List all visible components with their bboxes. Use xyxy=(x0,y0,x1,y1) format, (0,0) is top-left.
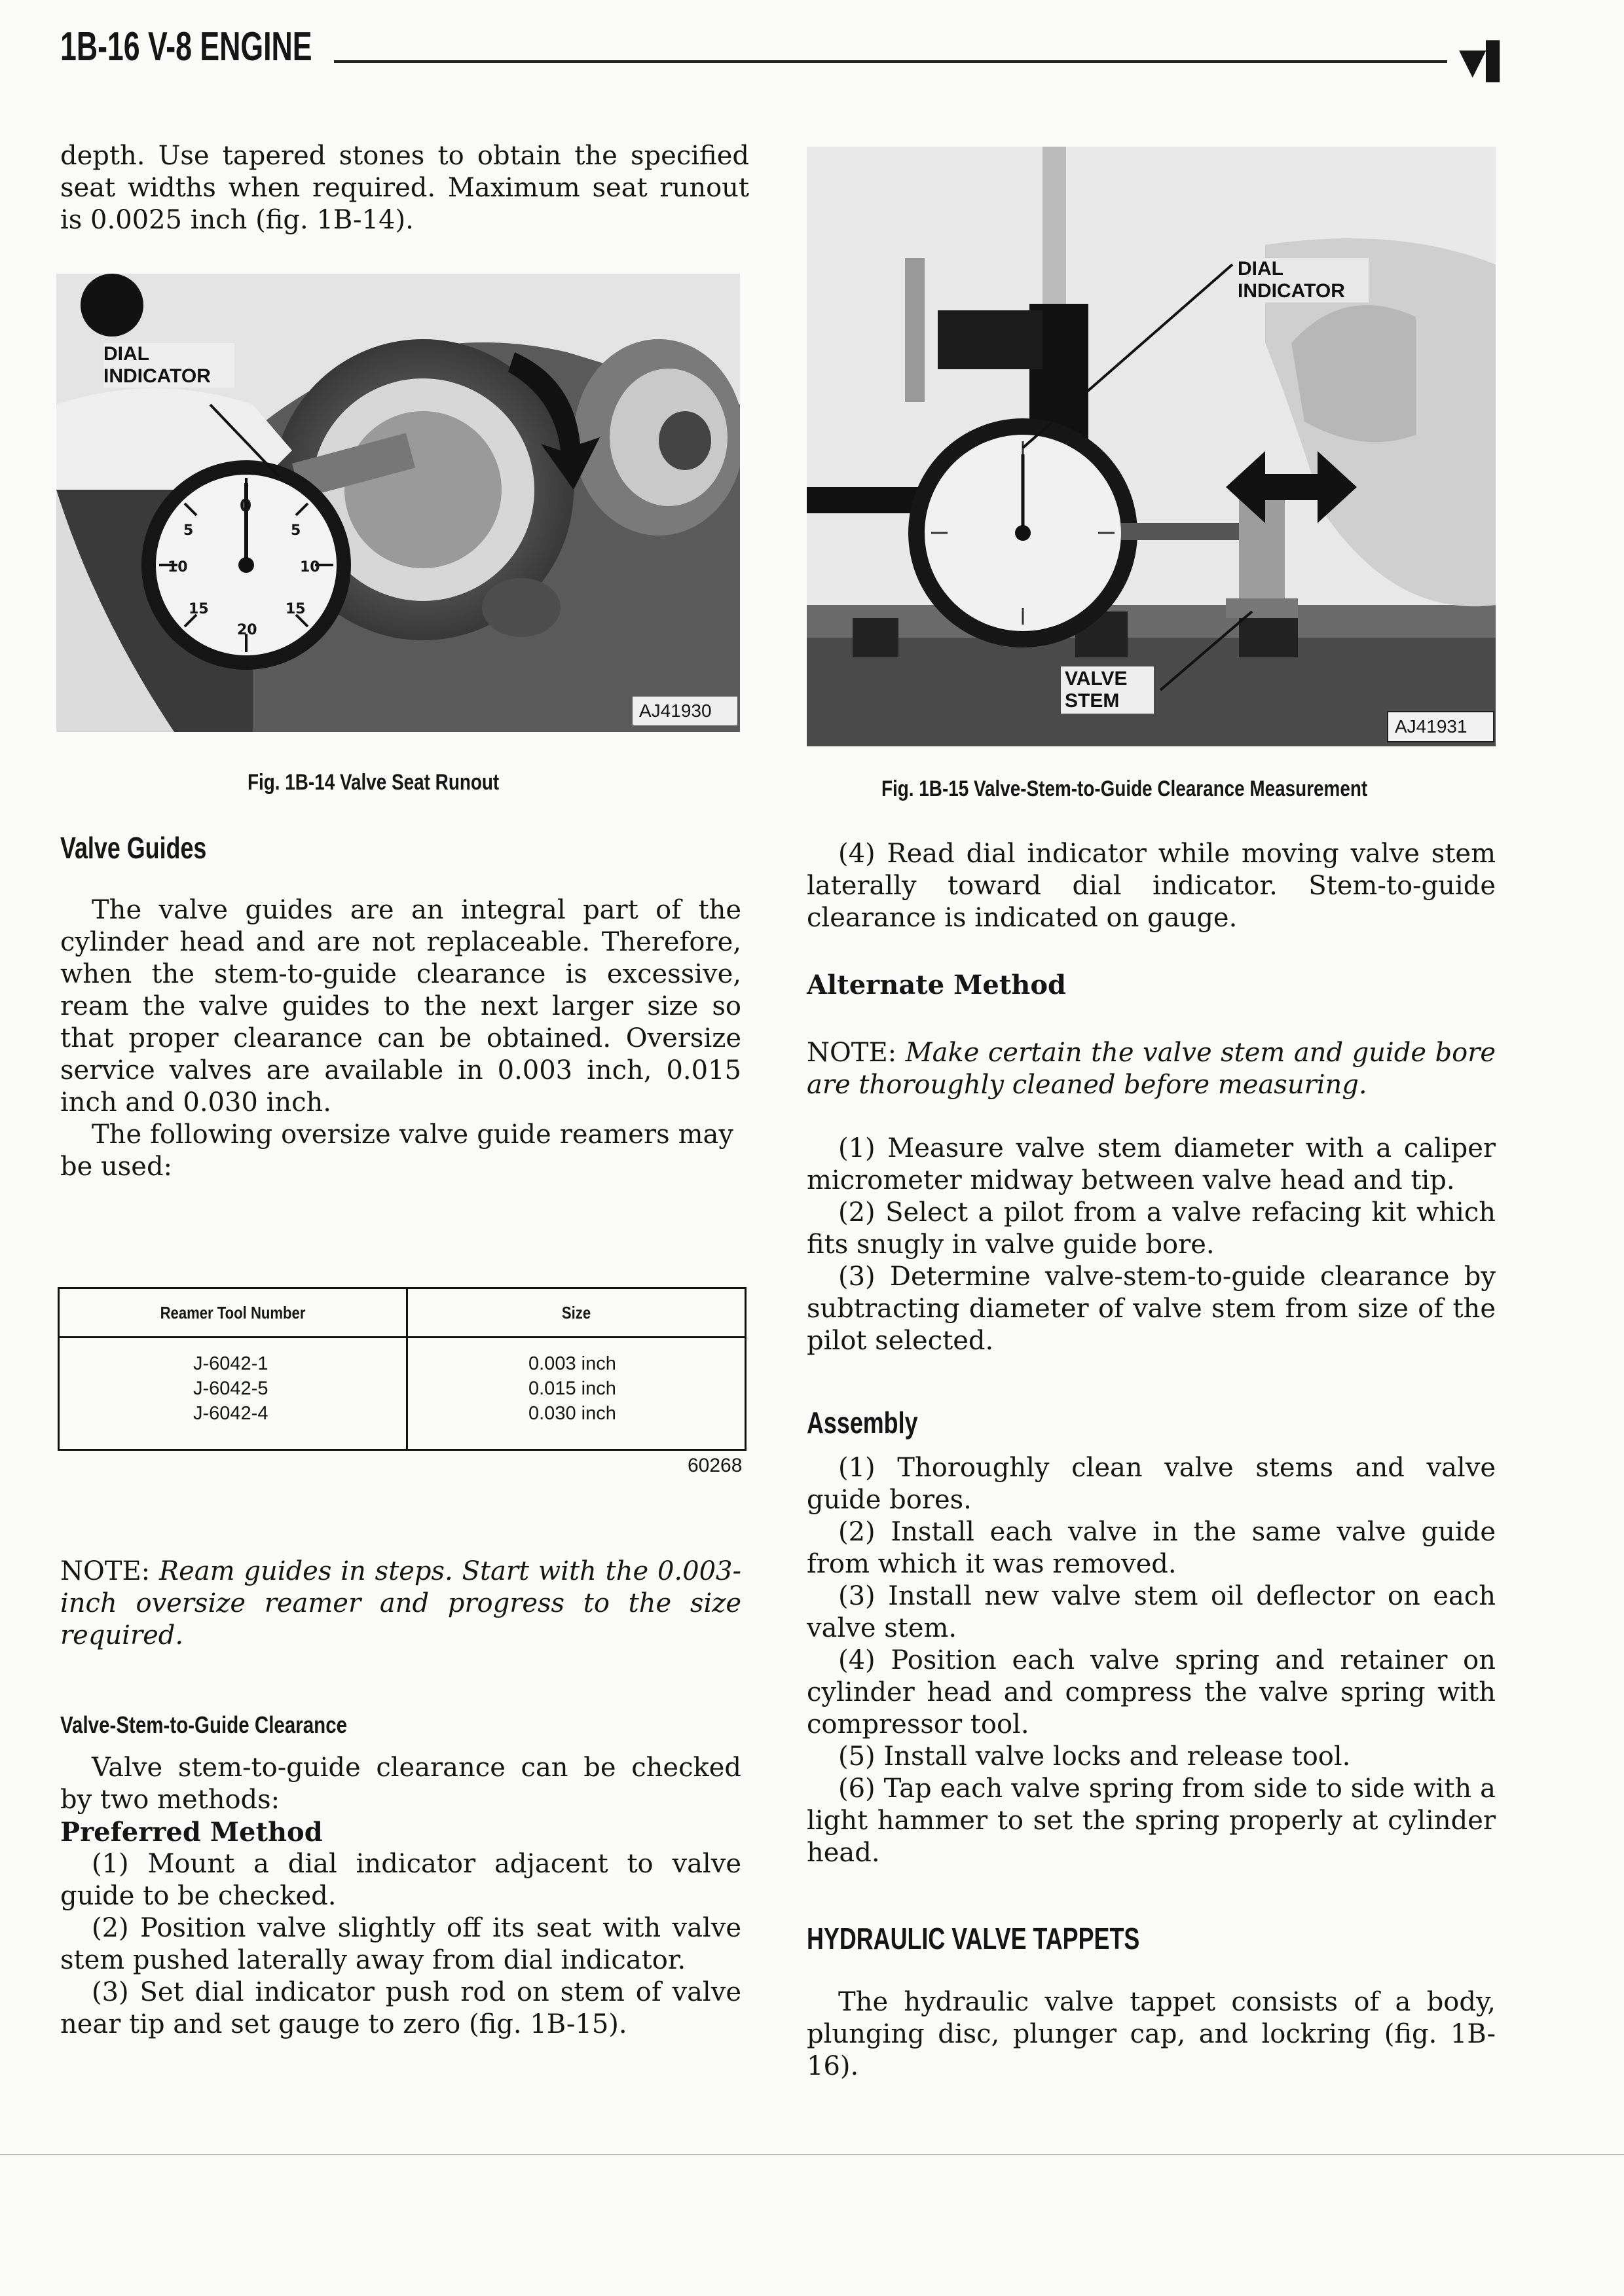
preferred-step: (2) Position valve slightly off its seat with valve stem pushed laterally away from dial indicator. xyxy=(60,1913,741,1975)
column-header-tool-number: Reamer Tool Number xyxy=(59,1288,407,1338)
dial-number: 20 xyxy=(237,622,257,638)
tappets-text xyxy=(807,1986,1496,2083)
column-header-size: Size xyxy=(407,1288,746,1338)
assembly-steps xyxy=(807,1452,1496,1869)
reamer-size: 0.030 inch xyxy=(528,1403,616,1424)
alternate-step: (3) Determine valve-stem-to-guide clearance by subtracting diameter of valve stem from size of the pilot selected. xyxy=(807,1262,1496,1356)
dial-number: 0 xyxy=(240,496,252,516)
dial-number: 15 xyxy=(189,601,209,617)
reamer-table xyxy=(58,1287,747,1451)
dial-number: 15 xyxy=(286,601,306,617)
reamer-size: 0.015 inch xyxy=(528,1378,616,1399)
tappets-paragraph: The hydraulic valve tappet consists of a body, plunging disc, plunger cap, and lockring (fig. 1B-16). xyxy=(807,1987,1496,2081)
table-code: 60268 xyxy=(688,1455,743,1476)
figure-code: AJ41930 xyxy=(639,701,712,721)
assembly-heading: Assembly xyxy=(807,1406,918,1440)
figure-1b-15-caption: Fig. 1B-15 Valve-Stem-to-Guide Clearance Measurement xyxy=(881,776,1368,801)
dial-face-numbers xyxy=(155,477,338,660)
alternate-step: (1) Measure valve stem diameter with a caliper micrometer midway between valve head and tip. xyxy=(807,1133,1496,1195)
right-top-text xyxy=(807,838,1496,934)
assembly-step: (4) Position each valve spring and retainer on cylinder head and compress the valve spring with compressor tool. xyxy=(807,1645,1496,1740)
reamer-size: 0.003 inch xyxy=(528,1353,616,1374)
clearance-heading: Valve-Stem-to-Guide Clearance xyxy=(60,1711,348,1738)
note-text: Make certain the valve stem and guide bore are thoroughly cleaned before measuring. xyxy=(807,1038,1496,1100)
figure-code: AJ41931 xyxy=(1395,716,1467,737)
dial-indicator-callout: DIAL INDICATOR xyxy=(103,343,234,388)
table-header-row xyxy=(59,1288,746,1338)
preferred-method-heading: Preferred Method xyxy=(60,1817,323,1848)
stem-to-guide-illustration xyxy=(807,147,1496,746)
note-text: Ream guides in steps. Start with the 0.003-inch oversize reamer and progress to the size required. xyxy=(60,1556,741,1650)
alternate-step: (2) Select a pilot from a valve refacing kit which fits snugly in valve guide bore. xyxy=(807,1197,1496,1260)
size-cell xyxy=(407,1338,746,1450)
dial-number: 10 xyxy=(168,559,188,575)
note-label: NOTE: xyxy=(60,1556,151,1586)
valve-stem-callout: VALVE STEM xyxy=(1061,666,1154,714)
assembly-step: (1) Thoroughly clean valve stems and valve guide bores. xyxy=(807,1453,1496,1515)
page-header-label: 1B-16 V-8 ENGINE xyxy=(60,24,312,69)
table-row xyxy=(59,1338,746,1450)
hydraulic-tappets-heading: HYDRAULIC VALVE TAPPETS xyxy=(807,1922,1140,1956)
dial-number: 5 xyxy=(291,522,301,539)
tool-number: J-6042-1 xyxy=(193,1353,268,1374)
preferred-step: (3) Set dial indicator push rod on stem of valve near tip and set gauge to zero (fig. 1B-15). xyxy=(60,1977,741,2039)
valve-guides-paragraph: The valve guides are an integral part of the cylinder head and are not replaceable. Therefore, when the stem-to-guide clearance is excessive, ream the valve guides to the next larger size so that proper clearance can be obtained. Oversize service valves are available in 0.003 inch, 0.015 inch and 0.030 inch. xyxy=(60,895,741,1118)
ream-note xyxy=(60,1556,741,1652)
figure-code-box xyxy=(1387,711,1494,742)
figure-1b-14-photo xyxy=(56,274,740,732)
preferred-step: (1) Mount a dial indicator adjacent to valve guide to be checked. xyxy=(60,1849,741,1911)
header-corner-mark: ▼▌ xyxy=(1459,41,1514,82)
alternate-note xyxy=(807,1037,1496,1101)
clearance-intro: Valve stem-to-guide clearance can be checked by two methods: xyxy=(60,1753,741,1815)
reamer-intro-paragraph: The following oversize valve guide reamers may be used: xyxy=(60,1120,733,1182)
figure-1b-15-photo xyxy=(807,147,1496,746)
assembly-step: (3) Install new valve stem oil deflector on each valve stem. xyxy=(807,1581,1496,1643)
assembly-step: (5) Install valve locks and release tool. xyxy=(838,1741,1351,1772)
reamer-table-wrapper xyxy=(58,1287,747,1451)
valve-guides-text xyxy=(60,894,741,1183)
tool-number: J-6042-5 xyxy=(193,1378,268,1399)
header-rule xyxy=(334,60,1447,63)
clearance-text xyxy=(60,1752,741,2041)
intro-paragraph: depth. Use tapered stones to obtain the specified seat widths when required. Maximum seat runout is 0.0025 inch (fig. 1B-14). xyxy=(60,141,749,235)
tool-number: J-6042-4 xyxy=(193,1403,268,1424)
valve-guides-heading: Valve Guides xyxy=(60,831,207,865)
alternate-steps xyxy=(807,1133,1496,1357)
bottom-rule xyxy=(0,2154,1624,2155)
tool-number-cell xyxy=(59,1338,407,1450)
note-label: NOTE: xyxy=(807,1038,897,1068)
figure-code-box xyxy=(633,697,737,725)
dial-number: 10 xyxy=(300,559,320,575)
dial-indicator-callout: DIAL INDICATOR xyxy=(1238,258,1369,302)
dial-number: 5 xyxy=(183,522,194,539)
assembly-step: (2) Install each valve in the same valve guide from which it was removed. xyxy=(807,1517,1496,1579)
figure-1b-14-caption: Fig. 1B-14 Valve Seat Runout xyxy=(248,770,500,795)
assembly-step: (6) Tap each valve spring from side to side with a light hammer to set the spring properly at cylinder head. xyxy=(807,1774,1496,1868)
alternate-method-heading: Alternate Method xyxy=(807,970,1067,1000)
step-4-paragraph: (4) Read dial indicator while moving valve stem laterally toward dial indicator. Stem-to-guide clearance is indicated on gauge. xyxy=(807,839,1496,933)
